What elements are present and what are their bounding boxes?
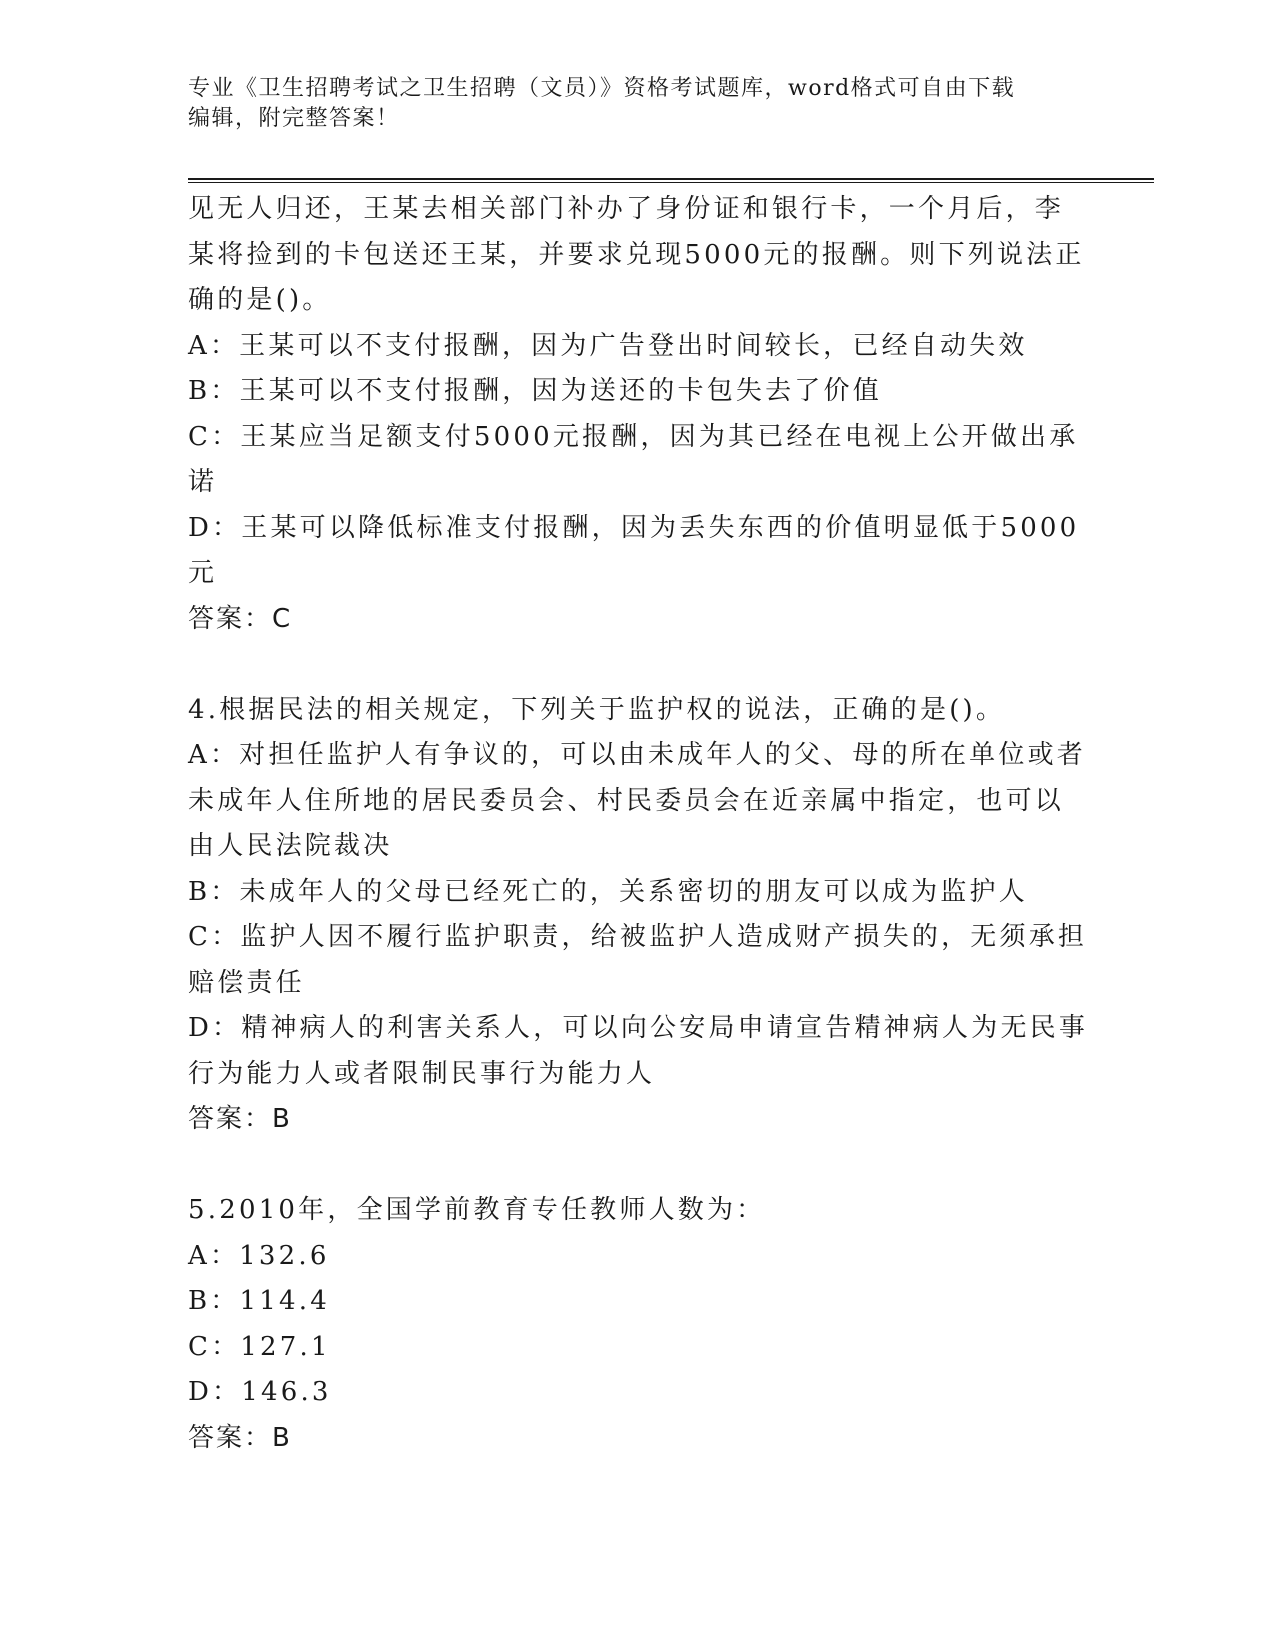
- document-header: [188, 74, 1068, 134]
- question-4-option-a-cont: 由人民法院裁决: [188, 831, 393, 861]
- question-4-option-a: A：对担任监护人有争议的，可以由未成年人的父、母的所在单位或者: [188, 740, 1086, 770]
- question-content: [188, 187, 1088, 1461]
- question-3-option-b: B：王某可以不支付报酬，因为送还的卡包失去了价值: [188, 376, 882, 406]
- question-4-text: 4.根据民法的相关规定，下列关于监护权的说法，正确的是()。: [188, 694, 1006, 725]
- header-divider: [188, 178, 1154, 183]
- question-5: [188, 1188, 1088, 1461]
- header-line-2: 编辑，附完整答案！: [188, 106, 400, 131]
- question-3-text-line: 某将捡到的卡包送还王某，并要求兑现5000元的报酬。则下列说法正: [188, 239, 1085, 270]
- question-3: [188, 187, 1088, 642]
- question-4-option-c: C：监护人因不履行监护职责，给被监护人造成财产损失的，无须承担: [188, 922, 1088, 952]
- spacer: [188, 1143, 1088, 1189]
- spacer: [188, 642, 1088, 688]
- question-5-option-c: C：127.1: [188, 1331, 331, 1362]
- question-5-option-b: B：114.4: [188, 1286, 330, 1316]
- question-4-option-a-cont: 未成年人住所地的居民委员会、村民委员会在近亲属中指定，也可以: [188, 785, 1065, 816]
- question-3-option-d-cont: 元: [188, 558, 218, 588]
- question-3-option-c: C：王某应当足额支付5000元报酬，因为其已经在电视上公开做出承: [188, 421, 1079, 452]
- question-5-option-a: A：132.6: [188, 1240, 330, 1271]
- question-4-option-b: B：未成年人的父母已经死亡的，关系密切的朋友可以成为监护人: [188, 876, 1028, 907]
- question-4-option-c-cont: 赔偿责任: [188, 967, 305, 998]
- question-3-option-a: A：王某可以不支付报酬，因为广告登出时间较长，已经自动失效: [188, 330, 1028, 361]
- question-4-option-d-cont: 行为能力人或者限制民事行为能力人: [188, 1058, 656, 1089]
- question-4-answer: 答案：B: [188, 1104, 292, 1134]
- question-3-text-line: 见无人归还，王某去相关部门补办了身份证和银行卡，一个月后，李: [188, 194, 1065, 224]
- question-5-text: 5.2010年，全国学前教育专任教师人数为：: [188, 1195, 766, 1225]
- question-3-text-line: 确的是()。: [188, 285, 332, 315]
- question-4: [188, 688, 1088, 1143]
- question-3-option-d: D：王某可以降低标准支付报酬，因为丢失东西的价值明显低于5000: [188, 512, 1080, 543]
- question-4-option-d: D：精神病人的利害关系人，可以向公安局申请宣告精神病人为无民事: [188, 1013, 1089, 1043]
- question-5-answer: 答案：B: [188, 1422, 292, 1453]
- question-5-option-d: D：146.3: [188, 1377, 332, 1407]
- question-3-option-c-cont: 诺: [188, 467, 218, 497]
- question-3-answer: 答案：C: [188, 603, 293, 634]
- header-line-1: 专业《卫生招聘考试之卫生招聘（文员）》资格考试题库，word格式可自由下载: [188, 76, 1016, 101]
